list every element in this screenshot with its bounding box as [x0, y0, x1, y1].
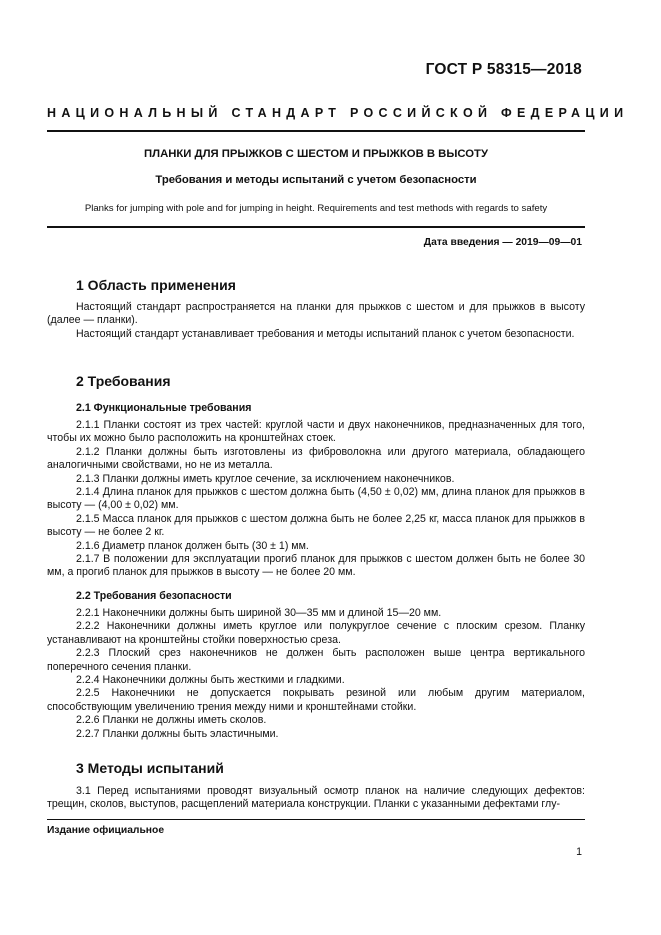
section-1-title: 1 Область применения — [76, 277, 236, 293]
introduction-date: Дата введения — 2019—09—01 — [423, 237, 582, 248]
official-edition-label: Издание официальное — [47, 825, 165, 836]
paragraph: 2.1.7 В положении для эксплуатации прогиб планок для прыжков с шестом должен быть не более 30 мм, а прогиб планок для прыжков в высоту — не более 20 мм. — [47, 553, 585, 579]
section-3-title: 3 Методы испытаний — [76, 760, 224, 776]
gost-number: ГОСТ Р 58315—2018 — [425, 61, 582, 78]
section-2-title: 2 Требования — [76, 373, 171, 389]
paragraph: 2.1.2 Планки должны быть изготовлены из фиброволокна или другого материала, обладающего аналогичными свойствами, но не из металла. — [47, 445, 585, 472]
paragraph: Настоящий стандарт устанавливает требования и методы испытаний планок с учетом безопасности. — [76, 327, 575, 340]
english-title: Planks for jumping with pole and for jumping in height. Requirements and test methods with regards to safety — [84, 203, 548, 214]
footer-rule — [47, 819, 585, 820]
paragraph: 2.2.3 Плоский срез наконечников не должен быть расположен выше центра вертикального поперечного сечения планки. — [47, 647, 585, 673]
paragraph: 2.2.7 Планки должны быть эластичными. — [76, 727, 279, 740]
section-3-text — [47, 785, 585, 812]
page-number: 1 — [576, 846, 582, 858]
paragraph: 2.2.1 Наконечники должны быть шириной 30—35 мм и длиной 15—20 мм. — [76, 607, 442, 619]
paragraph: 2.2.6 Планки не должны иметь сколов. — [76, 714, 267, 727]
national-standard-heading: НАЦИОНАЛЬНЫЙ СТАНДАРТ РОССИЙСКОЙ ФЕДЕРАЦИИ — [47, 106, 629, 120]
section-1-text — [47, 301, 585, 341]
subsection-2-1-title: 2.1 Функциональные требования — [76, 402, 252, 414]
document-subtitle: Требования и методы испытаний с учетом безопасности — [155, 174, 477, 186]
paragraph: 2.1.1 Планки состоят из трех частей: круглой части и двух наконечников, предназначенных для того, чтобы их можно было расположить на кронштейнах стоек. — [47, 419, 585, 445]
paragraph: 2.2.2 Наконечники должны иметь круглое или полукруглое сечение с плоским срезом. Планку устанавливают на кронштейны стойки поверхностью среза. — [47, 620, 585, 646]
paragraph: 2.1.4 Длина планок для прыжков с шестом должна быть (4,50 ± 0,02) мм, длина планок для прыжков в высоту — (4,00 ± 0,02) мм. — [47, 486, 585, 512]
paragraph: 2.1.6 Диаметр планок должен быть (30 ± 1) мм. — [76, 539, 309, 552]
title-rule — [47, 226, 585, 228]
paragraph: 2.1.5 Масса планок для прыжков с шестом должна быть не более 2,25 кг, масса планок для прыжков в высоту — не более 2 кг. — [47, 512, 585, 539]
subsection-2-2-title: 2.2 Требования безопасности — [76, 590, 232, 602]
paragraph: 2.1.3 Планки должны иметь круглое сечение, за исключением наконечников. — [76, 472, 455, 485]
subsection-2-1-text — [47, 419, 585, 580]
document-title: ПЛАНКИ ДЛЯ ПРЫЖКОВ С ШЕСТОМ И ПРЫЖКОВ В ВЫСОТУ — [144, 148, 488, 160]
paragraph: 2.2.5 Наконечники не допускается покрывать резиной или любым другим материалом, способствующим увеличению трения между ними и кронштейнами стойки. — [47, 687, 585, 713]
paragraph: 3.1 Перед испытаниями проводят визуальный осмотр планок на наличие следующих дефектов: трещин, сколов, выступов, расщеплений материала конструкции. Планки с указанными дефектами глу- — [47, 785, 585, 811]
paragraph: Настоящий стандарт распространяется на планки для прыжков с шестом и для прыжков в высоту (далее — планки). — [47, 301, 585, 327]
subsection-2-2-text — [47, 607, 585, 741]
paragraph: 2.2.4 Наконечники должны быть жесткими и гладкими. — [76, 674, 345, 687]
header-rule — [47, 130, 585, 132]
